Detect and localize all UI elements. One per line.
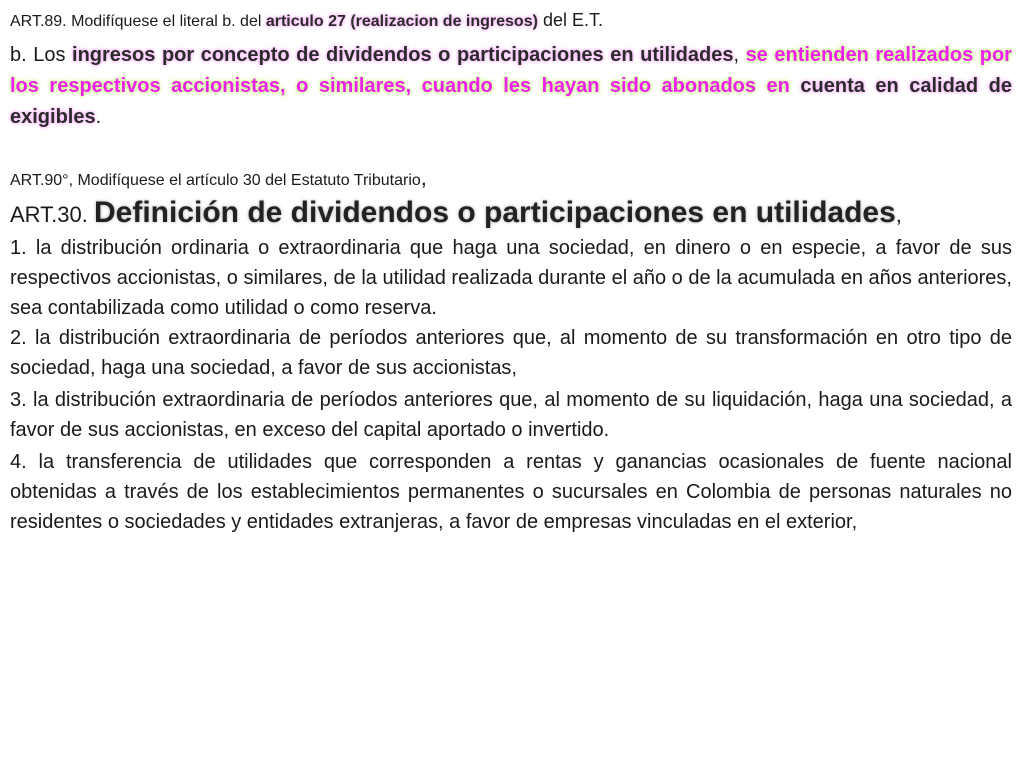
art89-body-comma: , xyxy=(733,44,746,66)
list-item: 3. la distribución extraordinaria de períodos anteriores que, al momento de su liquidación, haga una sociedad, a favor de sus accionistas, en exceso del capital aportado o invertido. xyxy=(10,389,1012,441)
art89-article-highlight: articulo 27 (realizacion de ingresos) xyxy=(265,13,538,30)
art89-body-end: . xyxy=(95,106,102,128)
art90-text: ART.90°, Modifíquese el artículo 30 del Estatuto Tributario xyxy=(10,172,421,189)
art89-body-paragraph xyxy=(10,40,1012,133)
list-item: 4. la transferencia de utilidades que corresponden a rentas y ganancias ocasionales de fuente nacional obtenidas a través de los establecimientos permanentes o sucursales en Colombia de personas naturales no residentes o sociedades y entidades extranjeras, a favor de empresas vinculadas en el exterior, xyxy=(10,451,1012,533)
list-item: 2. la distribución extraordinaria de períodos anteriores que, al momento de su transformación en otro tipo de sociedad, haga una sociedad, a favor de sus accionistas, xyxy=(10,327,1012,379)
art30-heading: Definición de dividendos o participaciones en utilidades xyxy=(93,196,896,229)
art89-line xyxy=(10,5,1012,37)
art30-prefix: ART.30. xyxy=(10,202,94,227)
art89-suffix: del E.T. xyxy=(537,10,603,30)
art30-heading-line xyxy=(10,196,1012,232)
art89-body-highlight-account: cuenta en calidad de exigibles xyxy=(10,75,1012,128)
art30-end: , xyxy=(895,202,902,227)
art90-line xyxy=(10,165,1012,194)
art90-end: , xyxy=(420,165,427,190)
art89-prefix: ART.89. Modifíquese el literal b. del xyxy=(10,13,266,30)
art89-body-lead: b. Los xyxy=(10,44,73,66)
list-item: 1. la distribución ordinaria o extraordinaria que haga una sociedad, en dinero o en especie, a favor de sus respectivos accionistas, o similares, de la utilidad realizada durante el año o de la acumulada en años anteriores, sea contabilizada como utilidad o como reserva. xyxy=(10,237,1012,319)
art89-body-highlight-income: ingresos por concepto de dividendos o participaciones en utilidades xyxy=(72,44,734,66)
art89-body-highlight-realized: se entienden realizados por los respectivos accionistas, o similares, cuando les hayan sido abonados en xyxy=(10,44,1012,97)
